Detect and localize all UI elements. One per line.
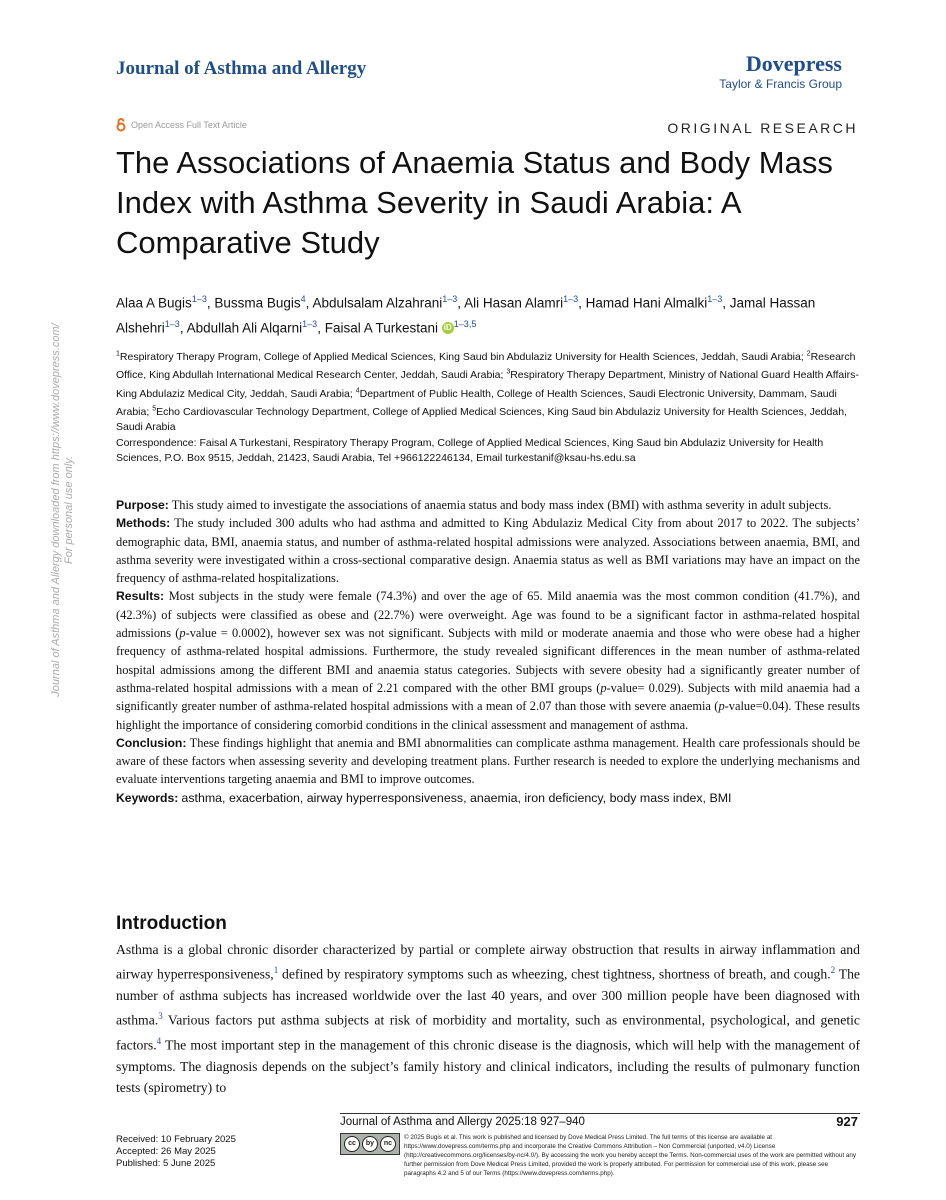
affiliation-number: 4 (355, 387, 360, 394)
methods-text: The study included 300 adults who had asthma and admitted to King Abdulaziz Medical City from about 2017 to 2022. The subjects’ demographic data, BMI, anaemia status, and number of asthma-related hospital admissions were analyzed. Associations between anaemia, BMI, and asthma severity were investigated within a cross-sectional comparative design. Anaemia status as well as BMI variations may have an impact on the frequency of asthma-related hospitalizations. (116, 516, 860, 586)
footer-citation: Journal of Asthma and Allergy 2025:18 927–940 (340, 1116, 585, 1128)
affiliation-number: 3 (506, 368, 511, 376)
author-name[interactable]: Abdulsalam Alzahrani (312, 295, 443, 311)
abstract-keywords (116, 789, 860, 807)
author-affiliation-sup: 1–3 (191, 294, 207, 304)
author-name[interactable]: Hamad Hani Almalki (585, 295, 708, 311)
author-separator: , (206, 295, 215, 311)
publication-dates (116, 1134, 236, 1170)
purpose-label: Purpose: (116, 498, 169, 512)
cc-nc-icon: nc (380, 1136, 396, 1152)
license-text: © 2025 Bugis et al. This work is published and licensed by Dove Medical Press Limited. The full terms of this license are available at https://www.dovepress.com/terms.php and incorporate the Creative Commons Attribution – Non Commercial (unported, v4.0) License (http://creativecommons.org/licenses/by-nc/4.0/). By accessing the work you hereby accept the Terms. Non-commercial uses of the work are permitted without any further permission from Dove Medical Press Limited, provided the work is properly attributed. For permission for commercial use of this work, please see paragraphs 4.2 and 5 of our Terms (https://www.dovepress.com/terms.php). (404, 1134, 857, 1177)
published-date: Published: 5 June 2025 (116, 1158, 216, 1169)
p-italic: p (600, 680, 607, 695)
results-text-4: -value=0.04). These results highlight the importance of considering comorbid conditions in the clinical assessment and management of asthma. (116, 699, 861, 732)
author-name[interactable]: Jamal Hassan Alshehri (116, 295, 816, 335)
received-date: Received: 10 February 2025 (116, 1134, 236, 1145)
intro-text: Asthma is a global chronic disorder characterized by partial or complete airway obstruction that results in airway inflammation and airway hyperresponsiveness, (116, 942, 860, 982)
article-title: The Associations of Anaemia Status and Body Mass Index with Asthma Severity in Saudi Arabia: A Comparative Study (116, 145, 833, 260)
author-name[interactable]: Abdullah Ali Alqarni (186, 320, 303, 335)
affiliations (116, 346, 861, 435)
abstract-conclusion (116, 734, 860, 789)
affiliation-number: 2 (806, 350, 811, 357)
cc-license-badge[interactable] (340, 1133, 400, 1155)
intro-text: Various factors put asthma subjects at risk of morbidity and mortality, such as environmental, psychological, and genetic factors. (116, 1013, 860, 1053)
open-access-icon (116, 118, 126, 132)
correspondence: Correspondence: Faisal A Turkestani, Respiratory Therapy Program, College of Applied Medical Sciences, King Saud bin Abdulaziz University for Health Sciences, P.O. Box 9515, Jeddah, 21423, Saudi Arabia, Tel +966122246134, Email turkestanif@ksau-hs.edu.sa (116, 437, 824, 464)
watermark-line-1: Journal of Asthma and Allergy downloaded from https://www.dovepress.com/ (50, 323, 62, 697)
results-text-1: Most subjects in the study were female (74.3%) and over the age of 65. Mild anaemia was the most common condition (41.7%), and (42.3%) of subjects were classified as obese and (22.7%) were overweight. Age was found to be a significant factor in asthma-related hospital admissions ( (116, 589, 860, 641)
results-text-2: -value = 0.0002), however sex was not significant. Subjects with mild or moderate anaemia and those who were obese had a higher frequency of asthma-related hospital admissions. Furthermore, the study revealed significant differences in the mean number of asthma-related hospital admissions among the different BMI and anaemia status categories. Subjects with severe obesity had a significantly greater number of asthma-related hospital admissions with a mean of 2.21 compared with the other BMI groups ( (116, 626, 860, 695)
purpose-text: This study aimed to investigate the associations of anaemia status and body mass index (BMI) with asthma severity in adult subjects. (171, 498, 832, 512)
methods-label: Methods: (116, 516, 171, 531)
p-italic: p (179, 626, 186, 641)
author-name[interactable]: Bussma Bugis (214, 295, 301, 311)
author-separator: , (457, 295, 465, 311)
affiliation-item (116, 351, 807, 363)
abstract-methods (116, 514, 860, 587)
conclusion-label: Conclusion: (116, 735, 187, 750)
affiliation-number: 5 (152, 405, 157, 413)
section-heading-introduction: Introduction (116, 913, 227, 934)
author-affiliation-sup: 1–3,5 (453, 318, 477, 329)
watermark-line-2: For personal use only. (63, 455, 75, 565)
keywords-label: Keywords: (116, 790, 179, 805)
author-affiliation-sup: 4 (300, 294, 306, 304)
reference-link[interactable]: 4 (156, 1036, 162, 1047)
affiliation-number: 1 (116, 350, 120, 357)
keywords-text: asthma, exacerbation, airway hyperresponsiveness, anaemia, iron deficiency, body mass index, BMI (181, 790, 732, 805)
footer-divider (340, 1113, 860, 1114)
introduction-paragraph (116, 939, 860, 1099)
affiliation-text: Respiratory Therapy Department, Ministry of National Guard Health Affairs- King Abdulaziz Medical City, Jeddah, Saudi Arabia; (116, 369, 859, 400)
author-separator: , (317, 320, 325, 335)
article-type: ORIGINAL RESEARCH (667, 120, 858, 136)
accepted-date: Accepted: 26 May 2025 (116, 1146, 216, 1157)
abstract-purpose (116, 496, 860, 514)
affiliation-item (116, 406, 847, 433)
author-separator: , (179, 320, 187, 335)
p-italic: p (718, 699, 725, 714)
reference-link[interactable]: 3 (158, 1011, 163, 1022)
publisher-logo[interactable] (719, 52, 842, 92)
cc-by-icon: by (362, 1136, 378, 1152)
author-affiliation-sup: 1–3 (302, 318, 318, 329)
page-number: 927 (836, 1114, 858, 1129)
author-separator: , (578, 295, 586, 311)
reference-link[interactable]: 2 (830, 965, 836, 976)
author-affiliation-sup: 1–3 (442, 294, 458, 304)
affiliation-text: Echo Cardiovascular Technology Department, College of Applied Medical Sciences, King Saud bin Abdulaziz University for Health Sciences, Jeddah, Saudi Arabia (116, 406, 847, 433)
download-watermark (20, 300, 110, 720)
orcid-icon[interactable]: iD (443, 323, 452, 333)
author-affiliation-sup: 1–3 (707, 294, 723, 304)
cc-icon: cc (344, 1136, 360, 1152)
affiliation-text: Department of Public Health, College of Health Sciences, Saudi Electronic University, Dammam, Saudi Arabia; (116, 387, 837, 418)
abstract (116, 496, 860, 807)
author-name[interactable]: Ali Hasan Alamri (464, 295, 564, 311)
affiliation-text: Research Office, King Abdullah International Medical Research Center, Jeddah, Saudi Arabia; (116, 350, 856, 381)
abstract-results (116, 587, 860, 733)
author-separator: , (305, 295, 313, 311)
author-list (116, 289, 876, 338)
results-label: Results: (116, 589, 165, 604)
author-name[interactable]: Alaa A Bugis (116, 295, 192, 311)
journal-name[interactable]: Journal of Asthma and Allergy (116, 58, 367, 79)
intro-text: defined by respiratory symptoms such as wheezing, chest tightness, shortness of breath, and cough. (278, 966, 831, 982)
author-affiliation-sup: 1–3 (563, 294, 579, 304)
conclusion-text: These findings highlight that anemia and BMI abnormalities can complicate asthma management. Health care professionals should be aware of these factors when assessing severity and developing treatment plans. Further research is needed to explore the underlying mechanisms and evaluate interventions targeting anaemia and BMI to improve outcomes. (116, 735, 860, 787)
results-text-3: -value= 0.029). Subjects with mild anaemia had a significantly greater number of asthma-related hospital admissions with a mean of 2.07 than those with severe anaemia ( (116, 680, 860, 714)
open-access-banner (116, 118, 247, 132)
publisher-name: Dovepress (745, 51, 842, 76)
intro-text: The number of asthma subjects has increased worldwide over the last 40 years, and over 300 million people have been diagnosed with asthma. (116, 966, 860, 1029)
intro-text: The most important step in the management of this chronic disease is the diagnosis, which will help with the management of symptoms. The diagnosis depends on the subject’s family history and clinical indicators, including the results of pulmonary function tests (spirometry) to (116, 1037, 860, 1096)
publisher-group: Taylor & Francis Group (719, 77, 842, 91)
reference-link[interactable]: 1 (273, 965, 279, 976)
author-separator: , (722, 295, 730, 311)
affiliation-text: Respiratory Therapy Program, College of Applied Medical Sciences, King Saud bin Abdulaziz University for Health Sciences, Jeddah, Saudi Arabia; (119, 350, 807, 363)
author-affiliation-sup: 1–3 (164, 318, 180, 329)
open-access-label: Open Access Full Text Article (131, 120, 247, 130)
author-name[interactable]: Faisal A Turkestani (324, 320, 439, 335)
